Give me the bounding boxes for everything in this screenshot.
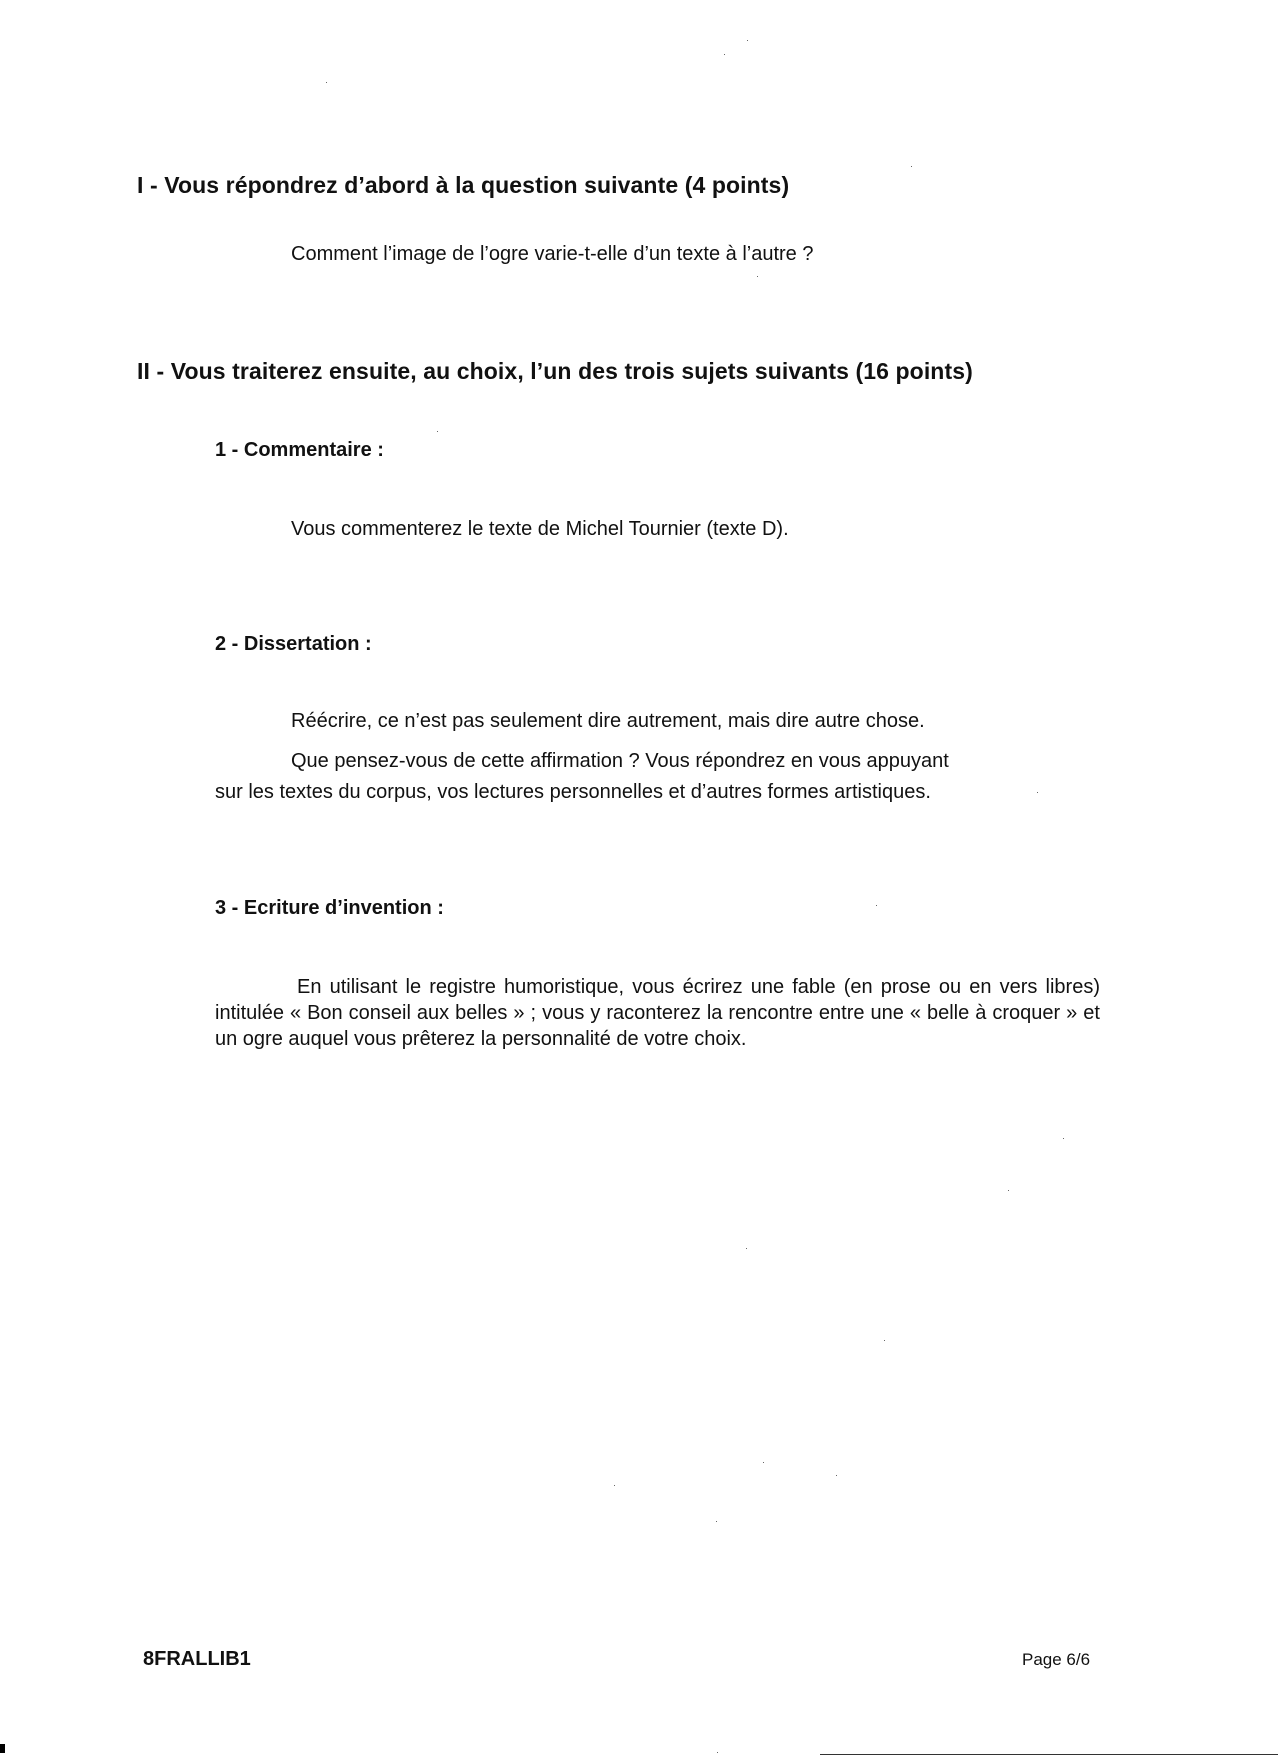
scan-speck	[1037, 792, 1038, 793]
subject-2-quote: Réécrire, ce n’est pas seulement dire autrement, mais dire autre chose.	[291, 710, 925, 732]
scan-speck	[614, 1485, 615, 1486]
scan-speck	[757, 276, 758, 277]
scan-speck	[911, 166, 912, 167]
scan-speck	[1008, 1190, 1009, 1191]
scan-speck	[746, 1248, 747, 1249]
scan-speck	[763, 1462, 764, 1463]
scan-speck	[724, 54, 725, 55]
document-code: 8FRALLIB1	[143, 1648, 251, 1670]
scan-speck	[326, 82, 327, 83]
subject-3-title: 3 - Ecriture d’invention :	[215, 897, 444, 919]
section-1-question: Comment l’image de l’ogre varie-t-elle d’un texte à l’autre ?	[291, 243, 814, 265]
section-2-heading: II - Vous traiterez ensuite, au choix, l’un des trois sujets suivants (16 points)	[137, 358, 973, 384]
page-number: Page 6/6	[1022, 1650, 1091, 1669]
section-1-heading: I - Vous répondrez d’abord à la question suivante (4 points)	[137, 172, 790, 198]
subject-1-text: Vous commenterez le texte de Michel Tournier (texte D).	[291, 518, 789, 540]
scan-speck	[747, 40, 748, 41]
scan-speck	[717, 1752, 718, 1753]
subject-2-title: 2 - Dissertation :	[215, 633, 372, 655]
scan-speck	[437, 431, 438, 432]
scan-speck	[876, 905, 877, 906]
scan-speck	[716, 1521, 717, 1522]
scan-mark	[0, 1744, 5, 1753]
scan-speck	[1063, 1138, 1064, 1139]
bottom-rule	[820, 1754, 1278, 1755]
subject-2-question-line2: sur les textes du corpus, vos lectures personnelles et d’autres formes artistiques.	[215, 781, 931, 803]
subject-3-text: En utilisant le registre humoristique, vous écrirez une fable (en prose ou en vers libres) intitulée « Bon conseil aux belles » ; vous y raconterez la rencontre entre une « belle à croquer » et un ogre auquel vous prêterez la personnalité de votre choix.	[215, 976, 1100, 1050]
scan-speck	[884, 1340, 885, 1341]
scan-speck	[836, 1475, 837, 1476]
subject-2-question-line1: Que pensez-vous de cette affirmation ? Vous répondrez en vous appuyant	[291, 750, 949, 772]
subject-1-title: 1 - Commentaire :	[215, 439, 384, 461]
